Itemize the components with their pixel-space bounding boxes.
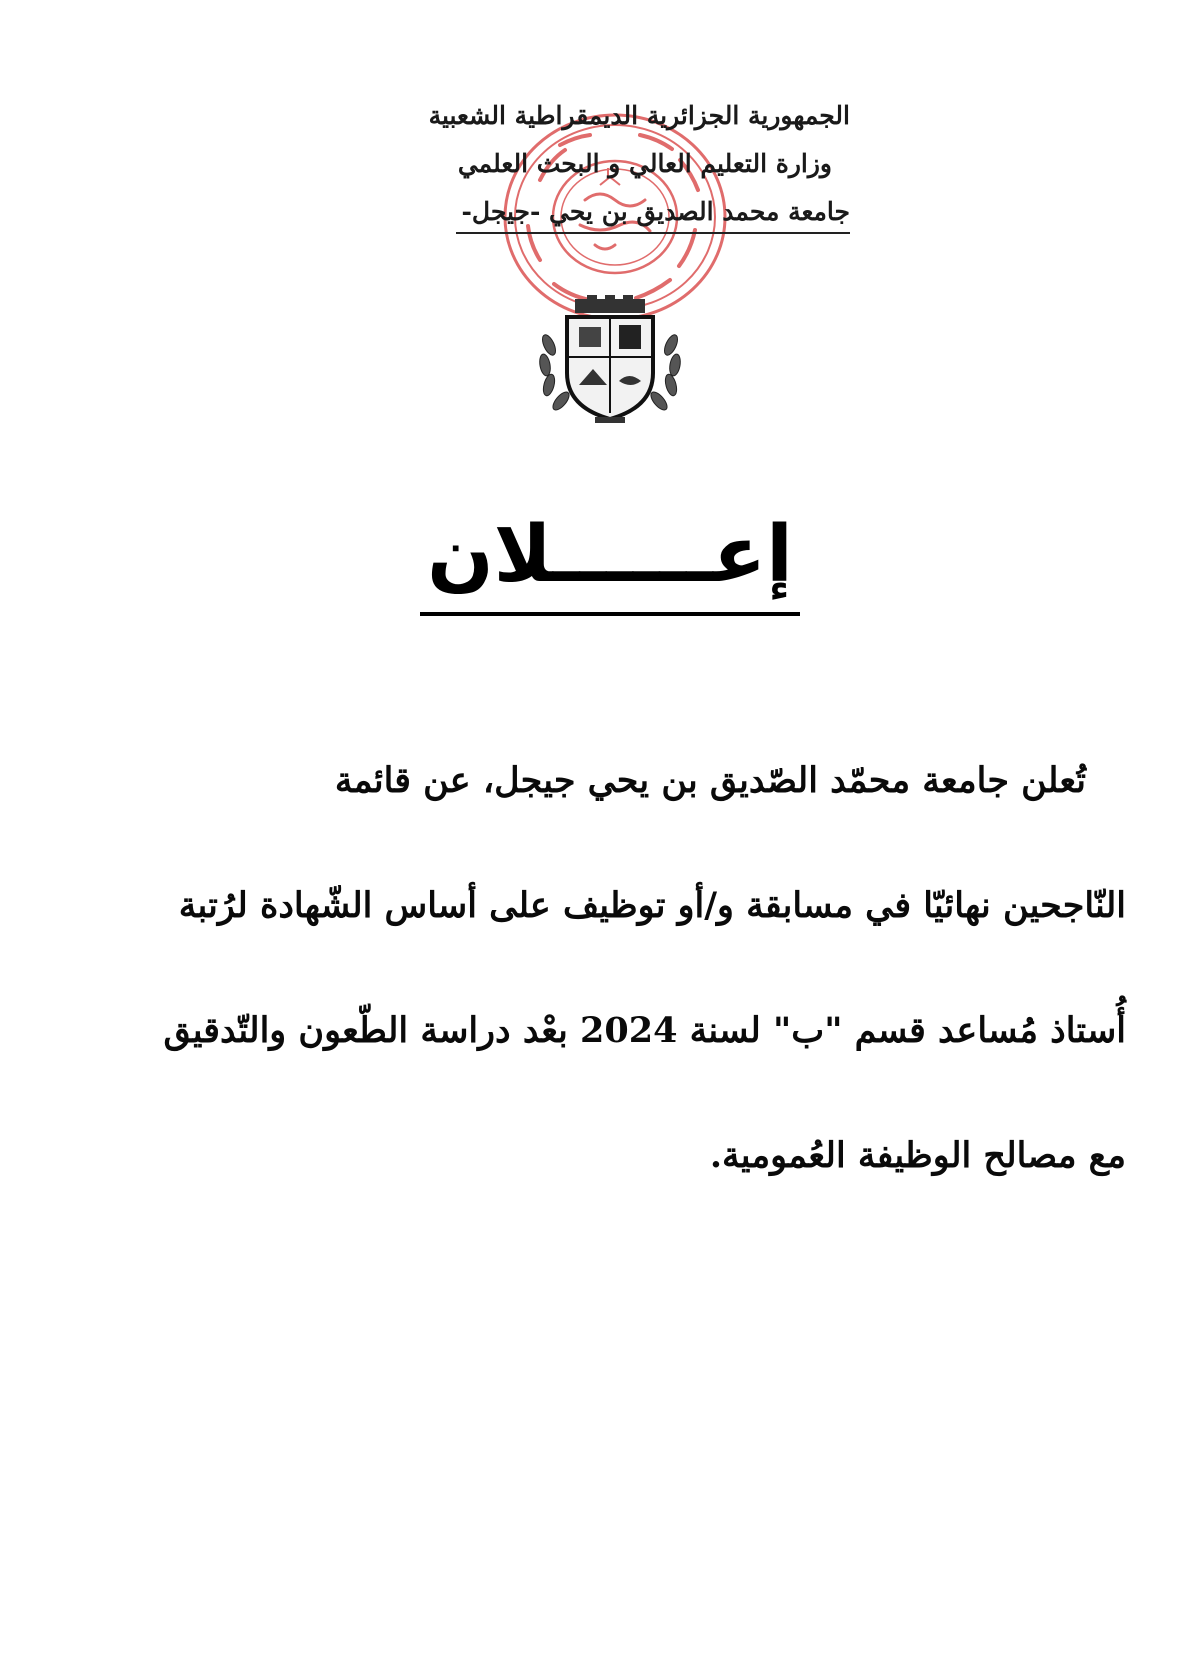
body-line-2: النّاجحين نهائيّا في مسابقة و/أو توظيف على أساس الشّهادة لرُتبة — [178, 885, 1126, 926]
body-line-1: تُعلن جامعة محمّد الصّديق بن يحي جيجل، عن قائمة — [334, 760, 1086, 801]
header-ministry-name: وزارة التعليم العالي و البحث العلمي — [457, 149, 832, 178]
header-university-name: جامعة محمد الصديق بن يحي -جيجل- — [456, 192, 850, 234]
body-line-3: أُستاذ مُساعد قسم "ب" لسنة 2024 بعْد دراسة الطّعون والتّدقيق — [163, 1010, 1126, 1051]
header-institution — [330, 92, 850, 236]
university-emblem-icon — [535, 295, 685, 425]
announcement-title: إعــــــلان — [427, 510, 793, 600]
body-line-4: مع مصالح الوظيفة العُمومية. — [709, 1135, 1126, 1176]
title-underline — [420, 612, 800, 616]
header-republic-name: الجمهورية الجزائرية الديمقراطية الشعبية — [428, 101, 850, 130]
